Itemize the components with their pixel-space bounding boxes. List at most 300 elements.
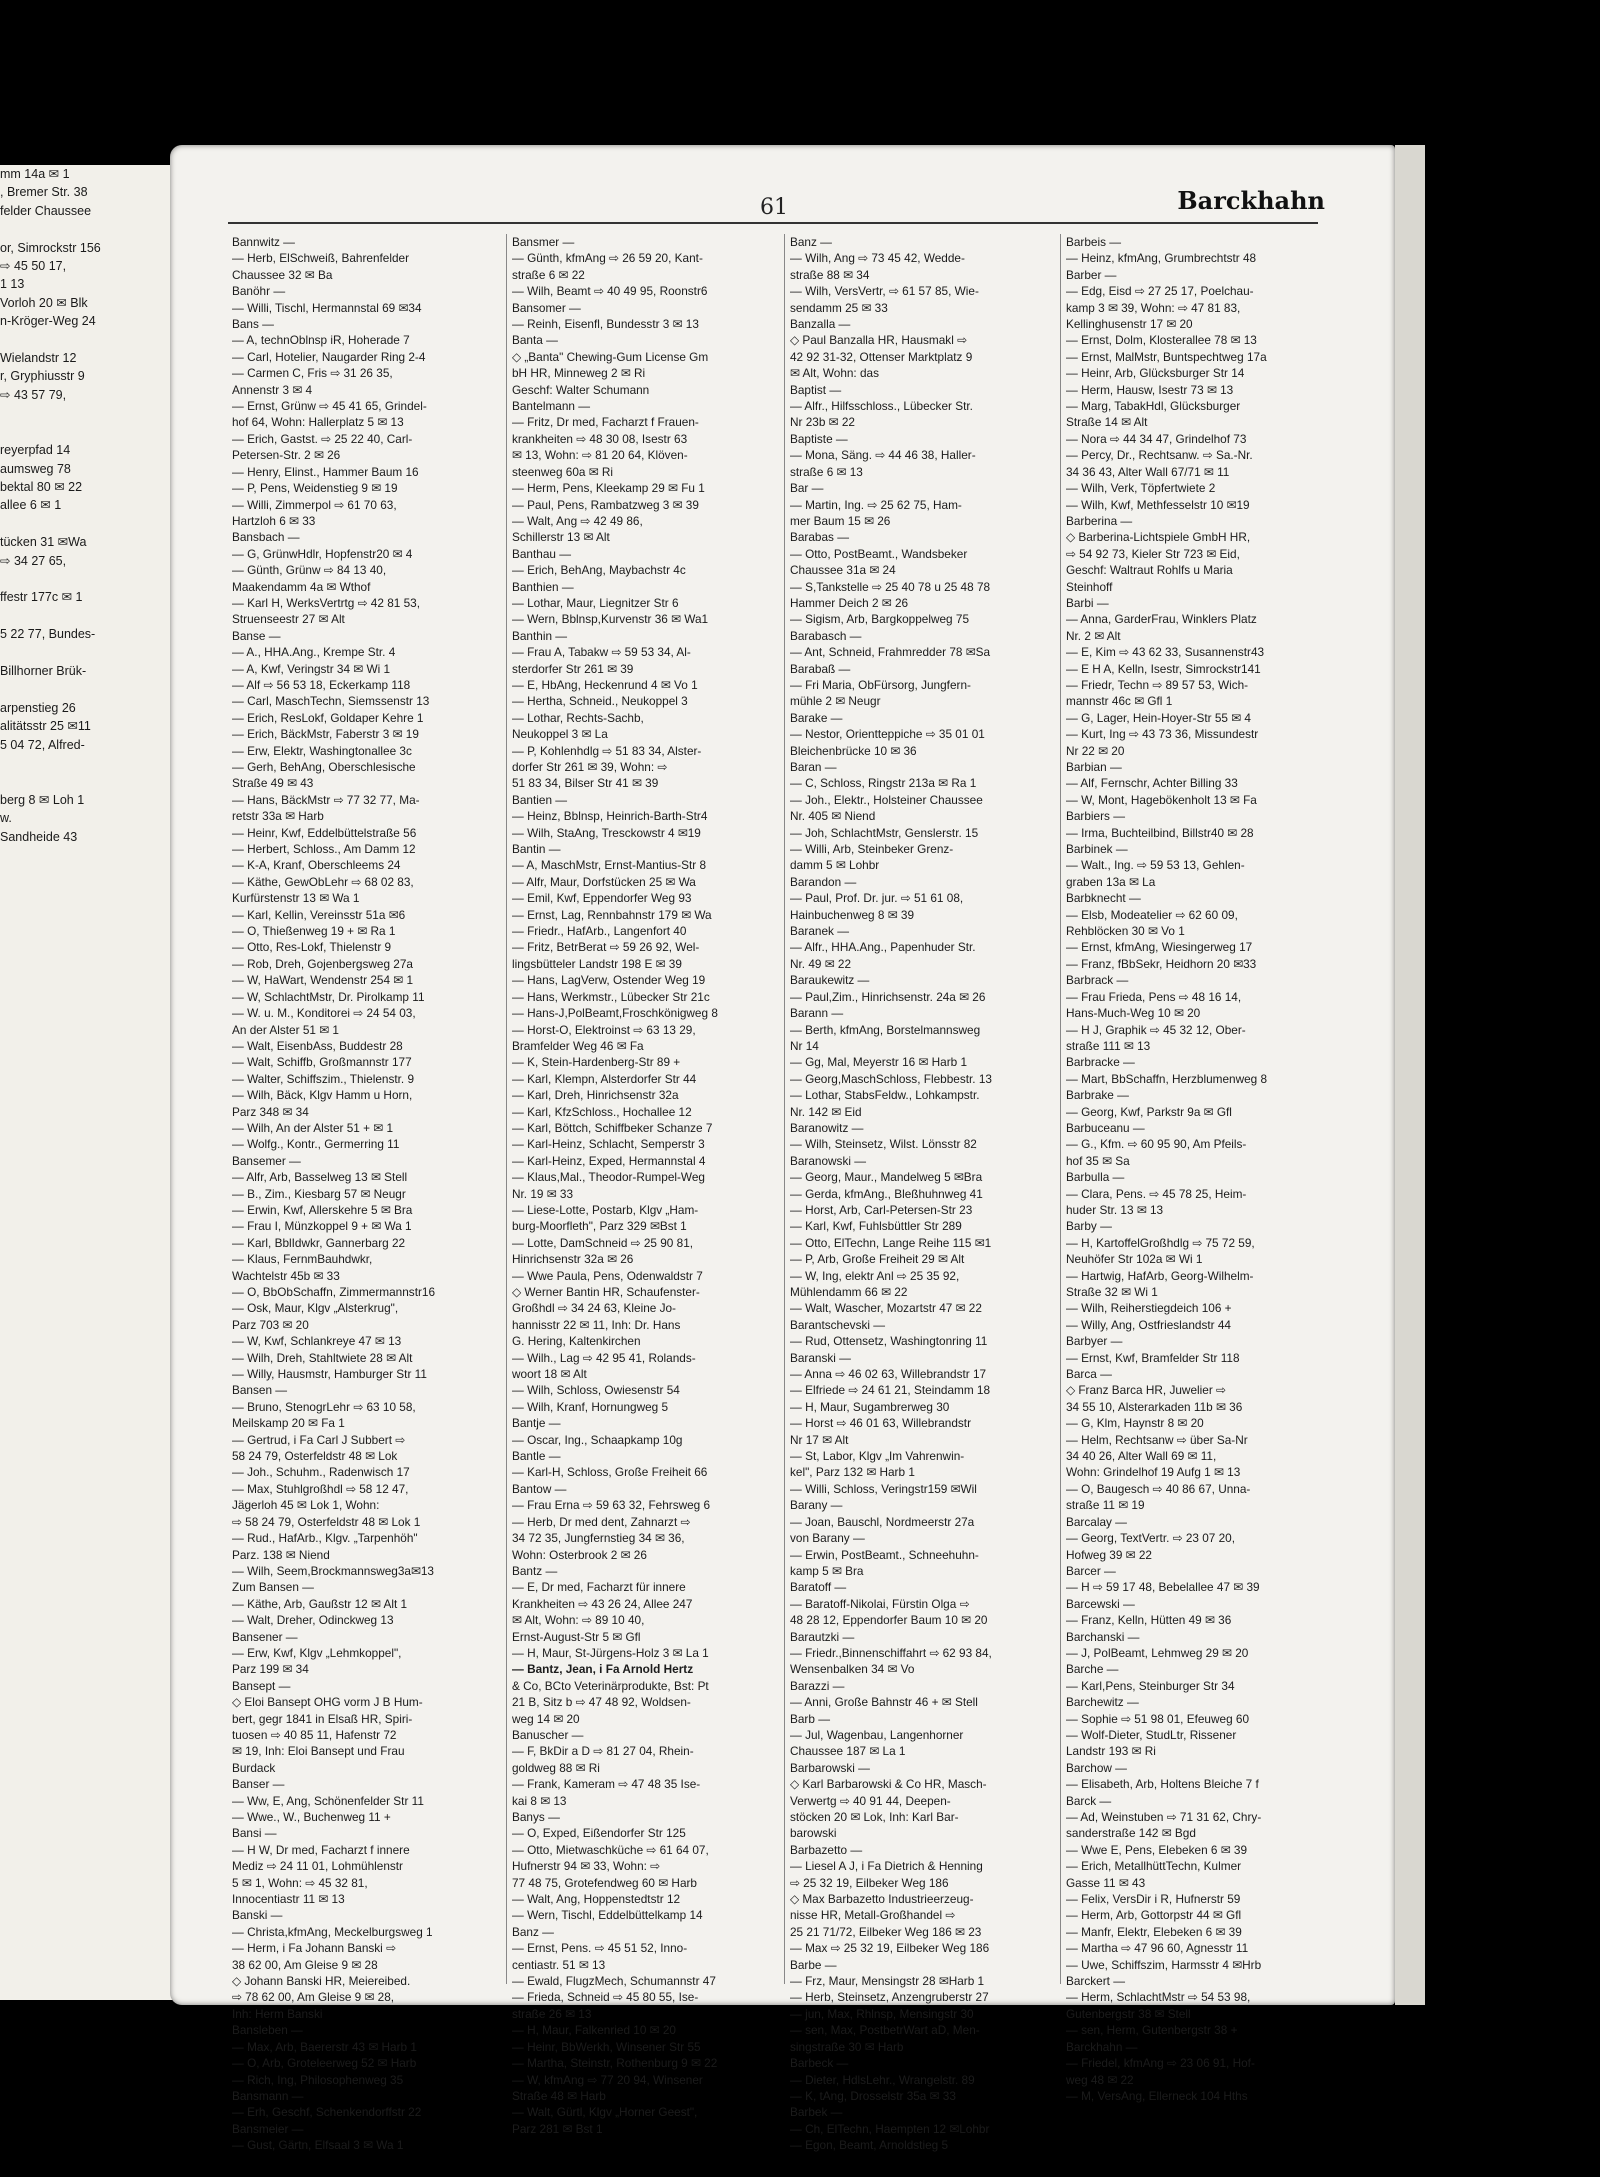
directory-entry: — Willi, Schloss, Veringstr159 ✉Wil bbox=[790, 1481, 977, 1496]
directory-entry: Krankheiten ⇨ 43 26 24, Allee 247 bbox=[512, 1596, 693, 1611]
left-page-text-fragment: ⇨ 34 27 65, bbox=[0, 553, 67, 568]
directory-entry: — Herb, Dr med dent, Zahnarzt ⇨ bbox=[512, 1514, 691, 1529]
directory-entry: 38 62 00, Am Gleise 9 ✉ 28 bbox=[232, 1957, 378, 1972]
left-facing-page-edge bbox=[0, 165, 180, 2000]
directory-entry: 34 40 26, Alter Wall 69 ✉ 11, bbox=[1066, 1449, 1217, 1464]
surname-heading: Banuscher — bbox=[512, 1727, 584, 1742]
directory-entry: Straße 32 ✉ Wi 1 bbox=[1066, 1285, 1158, 1299]
directory-entry: — A., HHA.Ang., Krempe Str. 4 bbox=[232, 645, 396, 660]
directory-entry: — C, Schloss, Ringstr 213a ✉ Ra 1 bbox=[790, 776, 977, 791]
directory-entry: — Ww, E, Ang, Schönenfelder Str 11 bbox=[232, 1793, 424, 1808]
directory-entry: — Rud, Ottensetz, Washingtonring 11 bbox=[790, 1334, 988, 1349]
directory-entry: — Manfr, Elektr, Elebeken 6 ✉ 39 bbox=[1066, 1924, 1242, 1939]
directory-entry: — O, Exped, Eißendorfer Str 125 bbox=[512, 1826, 686, 1841]
directory-entry: hannisstr 22 ✉ 11, Inh: Dr. Hans bbox=[512, 1317, 681, 1332]
directory-entry: — J, PolBeamt, Lehmweg 29 ✉ 20 bbox=[1066, 1645, 1249, 1660]
directory-entry: — Alf, Fernschr, Achter Billing 33 bbox=[1066, 776, 1238, 791]
surname-heading: Barandon — bbox=[790, 874, 857, 889]
directory-entry: — W, Ing, elektr Anl ⇨ 25 35 92, bbox=[790, 1268, 960, 1283]
directory-entry: — W, Kwf, Schlankreye 47 ✉ 13 bbox=[232, 1334, 402, 1349]
directory-entry: — Egon, Beamt, Arnoldstieg 5 bbox=[790, 2138, 949, 2153]
directory-entry: — Georg, Maur., Mandelweg 5 ✉Bra bbox=[790, 1170, 983, 1185]
directory-entry: ◇ Karl Barbarowski & Co HR, Masch- bbox=[790, 1777, 987, 1792]
surname-heading: Barckhahn — bbox=[1066, 2039, 1138, 2054]
column-1 bbox=[232, 234, 500, 2153]
directory-entry: Geschf: Walter Schumann bbox=[512, 382, 650, 397]
directory-entry: straße 11 ✉ 19 bbox=[1066, 1498, 1145, 1513]
directory-entry: Bramfelder Weg 46 ✉ Fa bbox=[512, 1038, 644, 1053]
directory-entry: woort 18 ✉ Alt bbox=[512, 1367, 587, 1382]
directory-entry: — Walt, Schiffb, Großmannstr 177 bbox=[232, 1055, 412, 1070]
directory-entry: — Wilh, An der Alster 51 + ✉ 1 bbox=[232, 1120, 394, 1135]
directory-entry: — Elsb, Modeatelier ⇨ 62 60 09, bbox=[1066, 907, 1238, 922]
directory-entry: weg 14 ✉ 20 bbox=[512, 1711, 580, 1726]
directory-entry: Gasse 11 ✉ 43 bbox=[1066, 1875, 1146, 1890]
surname-heading: Barbarowski — bbox=[790, 1760, 870, 1775]
directory-entry: Hofweg 39 ✉ 22 bbox=[1066, 1547, 1152, 1562]
directory-entry: — A, Kwf, Veringstr 34 ✉ Wi 1 bbox=[232, 661, 391, 676]
directory-entry: 77 48 75, Grotefendweg 60 ✉ Harb bbox=[512, 1875, 697, 1890]
directory-entry: — Klaus,Mal., Theodor-Rumpel-Weg bbox=[512, 1170, 705, 1185]
left-page-text-fragment: r, Gryphiusstr 9 bbox=[0, 369, 85, 384]
directory-entry: ◇ Barberina-Lichtspiele GmbH HR, bbox=[1066, 530, 1251, 545]
directory-entry: Hartzloh 6 ✉ 33 bbox=[232, 513, 316, 528]
directory-entry: Meilskamp 20 ✉ Fa 1 bbox=[232, 1416, 345, 1431]
directory-entry: Chaussee 32 ✉ Ba bbox=[232, 267, 333, 282]
directory-entry: — Wilh, Dreh, Stahltwiete 28 ✉ Alt bbox=[232, 1350, 413, 1365]
surname-heading: Banöhr — bbox=[232, 284, 286, 299]
left-page-text-fragment: Vorloh 20 ✉ Blk bbox=[0, 295, 88, 310]
directory-entry: — sen, Herm, Gutenbergstr 38 + bbox=[1066, 2023, 1238, 2038]
directory-entry: — Franz, Kelln, Hütten 49 ✉ 36 bbox=[1066, 1613, 1232, 1628]
directory-entry: — Ernst, Lag, Rennbahnstr 179 ✉ Wa bbox=[512, 907, 712, 922]
directory-entry: Straße 48 ✉ Harb bbox=[512, 2088, 606, 2103]
directory-entry: — Edg, Eisd ⇨ 27 25 17, Poelchau- bbox=[1066, 284, 1254, 299]
directory-entry: — Ernst, Grünw ⇨ 45 41 65, Grindel- bbox=[232, 399, 427, 414]
directory-entry: krankheiten ⇨ 48 30 08, Isestr 63 bbox=[512, 431, 688, 446]
directory-entry: — Karl, Kellin, Vereinsstr 51a ✉6 bbox=[232, 907, 406, 922]
directory-entry: Annenstr 3 ✉ 4 bbox=[232, 382, 313, 397]
directory-entry: — Walt, Ang, Hoppenstedtstr 12 bbox=[512, 1892, 681, 1907]
surname-heading: Barany — bbox=[790, 1498, 843, 1513]
directory-entry: 58 24 79, Osterfeldstr 48 ✉ Lok bbox=[232, 1449, 398, 1464]
surname-heading: Banse — bbox=[232, 628, 281, 643]
directory-entry: — G., Kfm. ⇨ 60 95 90, Am Pfeils- bbox=[1066, 1137, 1247, 1152]
directory-entry: Nr. 2 ✉ Alt bbox=[1066, 628, 1121, 643]
directory-entry: — Gertrud, i Fa Carl J Subbert ⇨ bbox=[232, 1432, 406, 1447]
left-page-text-fragment: n-Kröger-Weg 24 bbox=[0, 314, 96, 329]
directory-entry: Großhdl ⇨ 34 24 63, Kleine Jo- bbox=[512, 1301, 676, 1316]
surname-heading: Barcer — bbox=[1066, 1563, 1116, 1578]
left-page-text-fragment bbox=[0, 404, 180, 422]
left-page-text-fragment bbox=[0, 220, 180, 238]
directory-entry: — Wilh., Lag ⇨ 42 95 41, Rolands- bbox=[512, 1350, 696, 1365]
surname-heading: Bantelmann — bbox=[512, 399, 591, 414]
directory-entry: — Frau I, Münzkoppel 9 + ✉ Wa 1 bbox=[232, 1219, 412, 1234]
directory-entry: — H J, Graphik ⇨ 45 32 12, Ober- bbox=[1066, 1022, 1246, 1037]
directory-entry: Wohn: Osterbrook 2 ✉ 26 bbox=[512, 1547, 647, 1562]
directory-entry: — Ch, ElTechn, Haempten 12 ✉Lohbr bbox=[790, 2121, 990, 2136]
left-page-text-fragment: alitätsstr 25 ✉11 bbox=[0, 719, 91, 734]
directory-entry: — Christa,kfmAng, Meckelburgsweg 1 bbox=[232, 1924, 433, 1939]
directory-entry: ◇ Johann Banski HR, Meiereibed. bbox=[232, 1974, 411, 1989]
directory-entry: Parz 348 ✉ 34 bbox=[232, 1104, 309, 1119]
directory-entry: — Erich, BäckMstr, Faberstr 3 ✉ 19 bbox=[232, 727, 419, 742]
directory-entry: ◇ Werner Bantin HR, Schaufenster- bbox=[512, 1285, 700, 1299]
directory-entry: — Jul, Wagenbau, Langenhorner bbox=[790, 1727, 964, 1742]
directory-entry: — Mart, BbSchaffn, Herzblumenweg 8 bbox=[1066, 1071, 1268, 1086]
directory-entry: — Frau Frieda, Pens ⇨ 48 16 14, bbox=[1066, 989, 1242, 1004]
directory-entry: — E H A, Kelln, Isestr, Simrockstr141 bbox=[1066, 661, 1261, 676]
directory-entry: — Friedr.,Binnenschiffahrt ⇨ 62 93 84, bbox=[790, 1645, 992, 1660]
surname-heading: Bantle — bbox=[512, 1449, 561, 1464]
surname-heading: Baratoff — bbox=[790, 1580, 847, 1595]
directory-entry: — Erh, Geschf, Schenkendorffstr 22 bbox=[232, 2105, 422, 2120]
directory-entry: — Helm, Rechtsanw ⇨ über Sa-Nr bbox=[1066, 1432, 1248, 1447]
left-page-text-fragment: felder Chaussee bbox=[0, 203, 92, 218]
directory-entry: — O, Arb, Groteleerweg 52 ✉ Harb bbox=[232, 2056, 417, 2071]
directory-entry: kamp 3 ✉ 39, Wohn: ⇨ 47 81 83, bbox=[1066, 300, 1241, 315]
directory-entry: — Frau A, Tabakw ⇨ 59 53 34, Al- bbox=[512, 645, 691, 660]
directory-entry: sterdorfer Str 261 ✉ 39 bbox=[512, 661, 634, 676]
surname-heading: Barbrake — bbox=[1066, 1088, 1129, 1103]
directory-entry: ✉ Alt, Wohn: ⇨ 89 10 40, bbox=[512, 1613, 645, 1628]
directory-entry: — Willy, Ang, Ostfrieslandstr 44 bbox=[1066, 1317, 1231, 1332]
directory-entry: — Joh., Schuhm., Radenwisch 17 bbox=[232, 1465, 410, 1480]
surname-heading: Barazzi — bbox=[790, 1678, 845, 1693]
directory-entry: dorfer Str 261 ✉ 39, Wohn: ⇨ bbox=[512, 760, 668, 774]
directory-entry: — Wern, Tischl, Eddelbüttelkamp 14 bbox=[512, 1908, 703, 1923]
directory-entry: — Gg, Mal, Meyerstr 16 ✉ Harb 1 bbox=[790, 1055, 968, 1070]
directory-entry: — Otto, PostBeamt., Wandsbeker bbox=[790, 546, 968, 561]
directory-entry: ◇ Max Barbazetto Industrieerzeug- bbox=[790, 1892, 974, 1907]
directory-entry: — Uwe, Schiffszim, Harmsstr 4 ✉Hrb bbox=[1066, 1957, 1262, 1972]
surname-heading: Barbuceanu — bbox=[1066, 1120, 1145, 1135]
directory-entry: ◇ Eloi Bansept OHG vorm J B Hum- bbox=[232, 1695, 423, 1710]
directory-entry: 34 36 43, Alter Wall 67/71 ✉ 11 bbox=[1066, 464, 1230, 479]
directory-entry: — Klaus, FernmBauhdwkr, bbox=[232, 1252, 373, 1267]
directory-entry: Parz 703 ✉ 20 bbox=[232, 1317, 309, 1332]
directory-entry: Wachtelstr 45b ✉ 33 bbox=[232, 1268, 340, 1283]
directory-entry: bH HR, Minneweg 2 ✉ Ri bbox=[512, 366, 646, 381]
directory-entry: — G, Klm, Haynstr 8 ✉ 20 bbox=[1066, 1416, 1204, 1431]
surname-heading: Barck — bbox=[1066, 1793, 1112, 1808]
surname-heading: Baptiste — bbox=[790, 431, 848, 446]
directory-entry: — Joan, Bauschl, Nordmeerstr 27a bbox=[790, 1514, 975, 1529]
directory-entry: — Irma, Buchteilbind, Billstr40 ✉ 28 bbox=[1066, 825, 1254, 840]
directory-entry: — Herbert, Schloss., Am Damm 12 bbox=[232, 842, 416, 857]
surname-heading: Barbracke — bbox=[1066, 1055, 1135, 1070]
directory-entry: — Carl, MaschTechn, Siemssenstr 13 bbox=[232, 694, 430, 709]
directory-entry: — Paul, Prof. Dr. jur. ⇨ 51 61 08, bbox=[790, 891, 964, 906]
directory-entry: — O, Baugesch ⇨ 40 86 67, Unna- bbox=[1066, 1481, 1251, 1496]
directory-entry: — Heinr, Arb, Glücksburger Str 14 bbox=[1066, 366, 1245, 381]
surname-heading: Bantien — bbox=[512, 792, 568, 807]
directory-entry: — Herm, Pens, Kleekamp 29 ✉ Fu 1 bbox=[512, 481, 705, 496]
directory-entry: — Ernst, Pens. ⇨ 45 51 52, Inno- bbox=[512, 1941, 688, 1956]
directory-entry: centiastr. 51 ✉ 13 bbox=[512, 1957, 606, 1972]
directory-entry: ✉ 19, Inh: Eloi Bansept und Frau bbox=[232, 1744, 405, 1759]
directory-entry: — E, HbAng, Heckenrund 4 ✉ Vo 1 bbox=[512, 677, 698, 692]
surname-heading: Baran — bbox=[790, 760, 837, 774]
directory-entry: Chaussee 187 ✉ La 1 bbox=[790, 1744, 906, 1759]
directory-entry: Maakendamm 4a ✉ Wthof bbox=[232, 579, 371, 594]
directory-entry: — Baratoff-Nikolai, Fürstin Olga ⇨ bbox=[790, 1596, 970, 1611]
directory-entry: Nr. 405 ✉ Niend bbox=[790, 809, 876, 824]
directory-entry: — Karl, BblIdwkr, Gannerbarg 22 bbox=[232, 1235, 406, 1250]
directory-entry: kel", Parz 132 ✉ Harb 1 bbox=[790, 1465, 915, 1480]
directory-entry: — Karl, KfzSchloss., Hochallee 12 bbox=[512, 1104, 692, 1119]
directory-entry: ⇨ 58 24 79, Osterfeldstr 48 ✉ Lok 1 bbox=[232, 1514, 421, 1529]
directory-entry: — Henry, Elinst., Hammer Baum 16 bbox=[232, 464, 419, 479]
directory-entry: — Lotte, DamSchneid ⇨ 25 90 81, bbox=[512, 1235, 694, 1250]
directory-entry: weg 48 ✉ 22 bbox=[1066, 2072, 1134, 2087]
directory-entry: — A, technOblnsp iR, Hoherade 7 bbox=[232, 333, 410, 348]
surname-heading: Barca — bbox=[1066, 1367, 1112, 1382]
surname-heading: Baptist — bbox=[790, 382, 842, 397]
directory-entry: — Walt, Dreher, Odinckweg 13 bbox=[232, 1613, 394, 1628]
directory-entry: — Wolfg., Kontr., Germerring 11 bbox=[232, 1137, 400, 1152]
surname-heading: Banz — bbox=[790, 235, 832, 249]
left-page-text-fragment bbox=[0, 570, 180, 588]
surname-heading: Bansmann — bbox=[232, 2088, 304, 2103]
directory-entry: ◇ „Banta" Chewing-Gum License Gm bbox=[512, 349, 709, 364]
directory-entry: Hainbuchenweg 8 ✉ 39 bbox=[790, 907, 915, 922]
surname-heading: Baranski — bbox=[790, 1350, 851, 1365]
surname-heading: Barbek — bbox=[790, 2105, 843, 2120]
surname-heading: Bans — bbox=[232, 317, 274, 332]
directory-entry: — H, KartoffelGroßhdlg ⇨ 75 72 59, bbox=[1066, 1235, 1255, 1250]
left-page-text-fragment: aumsweg 78 bbox=[0, 461, 71, 476]
directory-entry: Landstr 193 ✉ Ri bbox=[1066, 1744, 1156, 1759]
directory-entry: — Clara, Pens. ⇨ 45 78 25, Heim- bbox=[1066, 1186, 1247, 1201]
surname-heading: Banys — bbox=[512, 1810, 560, 1824]
surname-heading: Bansbach — bbox=[232, 530, 300, 545]
directory-entry: Straße 14 ✉ Alt bbox=[1066, 415, 1148, 430]
surname-heading: Barber — bbox=[1066, 267, 1117, 282]
directory-entry: — Georg, Kwf, Parkstr 9a ✉ Gfl bbox=[1066, 1104, 1232, 1119]
surname-heading: Barake — bbox=[790, 710, 843, 725]
directory-entry: — Wilh, Schloss, Owiesenstr 54 bbox=[512, 1383, 680, 1398]
directory-entry: — Kurt, Ing ⇨ 43 73 36, Missundestr bbox=[1066, 727, 1259, 742]
directory-entry: Nr 23b ✉ 22 bbox=[790, 415, 855, 430]
directory-entry: — W, SchlachtMstr, Dr. Pirolkamp 11 bbox=[232, 989, 425, 1004]
directory-entry: — E, Kim ⇨ 43 62 33, Susannenstr43 bbox=[1066, 645, 1265, 660]
left-page-text-fragment bbox=[0, 515, 180, 533]
header-rule bbox=[228, 222, 1318, 224]
directory-entry: — Käthe, Arb, Gaußstr 12 ✉ Alt 1 bbox=[232, 1596, 408, 1611]
directory-entry: — Karl, Dreh, Hinrichsenstr 32a bbox=[512, 1088, 679, 1103]
directory-entry: Geschf: Waltraut Rohlfs u Maria bbox=[1066, 563, 1233, 578]
directory-entry: ⇨ 54 92 73, Kieler Str 723 ✉ Eid, bbox=[1066, 546, 1240, 561]
left-page-text-fragment: allee 6 ✉ 1 bbox=[0, 498, 62, 513]
directory-entry: — Lothar, StabsFeldw., Lohkampstr. bbox=[790, 1088, 980, 1103]
directory-entry: — H, Maur, Sugambrerweg 30 bbox=[790, 1399, 950, 1414]
directory-entry: Hans-Much-Weg 10 ✉ 20 bbox=[1066, 1006, 1201, 1021]
directory-entry: Kurfürstenstr 13 ✉ Wa 1 bbox=[232, 891, 360, 906]
surname-heading: Barbiers — bbox=[1066, 809, 1126, 824]
directory-entry: — Wwe., W., Buchenweg 11 + bbox=[232, 1810, 391, 1824]
directory-entry: — Walt, EisenbAss, Buddestr 28 bbox=[232, 1038, 403, 1053]
directory-entry: — Joh., Elektr., Holsteiner Chaussee bbox=[790, 792, 983, 807]
left-page-text-fragment: 1 13 bbox=[0, 277, 25, 292]
directory-entry: Nr. 49 ✉ 22 bbox=[790, 956, 852, 971]
directory-entry: — Herm, Hausw, Isestr 73 ✉ 13 bbox=[1066, 382, 1234, 397]
surname-heading: Barcalay — bbox=[1066, 1514, 1127, 1529]
directory-entry: — Alfr., HHA.Ang., Papenhuder Str. bbox=[790, 940, 976, 955]
directory-entry: sanderstraße 142 ✉ Bgd bbox=[1066, 1826, 1196, 1841]
directory-entry: — Martha ⇨ 47 96 60, Agnesstr 11 bbox=[1066, 1941, 1249, 1956]
directory-entry: straße 88 ✉ 34 bbox=[790, 267, 870, 282]
directory-entry: Steinhoff bbox=[1066, 579, 1113, 594]
directory-entry: — Bruno, StenogrLehr ⇨ 63 10 58, bbox=[232, 1399, 416, 1414]
directory-entry: — Erw, Kwf, Klgv „Lehmkoppel", bbox=[232, 1645, 402, 1660]
surname-heading: Bansen — bbox=[232, 1383, 288, 1398]
directory-entry: — H, Maur, Falkenried 10 ✉ 20 bbox=[512, 2023, 676, 2038]
surname-heading: Barbrack — bbox=[1066, 973, 1129, 988]
directory-entry: — Walt, Wascher, Mozartstr 47 ✉ 22 bbox=[790, 1301, 982, 1316]
directory-entry: Nr 14 bbox=[790, 1038, 819, 1053]
directory-entry: — Fritz, BetrBerat ⇨ 59 26 92, Wel- bbox=[512, 940, 700, 955]
surname-heading: Banta — bbox=[512, 333, 558, 348]
directory-entry: — Franz, fBbSekr, Heidhorn 20 ✉33 bbox=[1066, 956, 1257, 971]
directory-entry: Ernst-August-Str 5 ✉ Gfl bbox=[512, 1629, 641, 1644]
directory-entry: — H ⇨ 59 17 48, Bebelallee 47 ✉ 39 bbox=[1066, 1580, 1260, 1595]
directory-entry: ✉ 13, Wohn: ⇨ 81 20 64, Klöven- bbox=[512, 448, 688, 463]
directory-entry: — Alf ⇨ 56 53 18, Eckerkamp 118 bbox=[232, 677, 411, 692]
directory-entry: — Rich, Ing, Philosophenweg 35 bbox=[232, 2072, 404, 2087]
directory-entry: — Wilh, Steinsetz, Wilst. Lönsstr 82 bbox=[790, 1137, 977, 1152]
directory-entry: — Friedel, kfmAng ⇨ 23 06 91, Hof- bbox=[1066, 2056, 1255, 2071]
directory-entry: — Walt, Ang ⇨ 42 49 86, bbox=[512, 513, 643, 528]
directory-entry: — Walt, Gürtl, Klgv „Horner Geest", bbox=[512, 2105, 698, 2120]
directory-entry: — Carmen C, Fris ⇨ 31 26 35, bbox=[232, 366, 393, 381]
directory-entry: straße 6 ✉ 22 bbox=[512, 267, 585, 282]
directory-entry: — Berth, kfmAng, Borstelmannsweg bbox=[790, 1022, 981, 1037]
directory-entry: Nr 17 ✉ Alt bbox=[790, 1432, 849, 1447]
directory-entry: — Martin, Ing. ⇨ 25 62 75, Ham- bbox=[790, 497, 962, 512]
directory-entry: — H, Maur, St-Jürgens-Holz 3 ✉ La 1 bbox=[512, 1645, 709, 1660]
directory-entry: — O, BbObSchaffn, Zimmermannstr16 bbox=[232, 1285, 436, 1299]
directory-entry: — Herm, SchlachtMstr ⇨ 54 53 98, bbox=[1066, 1990, 1251, 2005]
column-divider bbox=[784, 234, 785, 1984]
directory-entry: Straße 49 ✉ 43 bbox=[232, 776, 314, 791]
surname-heading: Barautzki — bbox=[790, 1629, 855, 1644]
directory-entry: Hammer Deich 2 ✉ 26 bbox=[790, 595, 909, 610]
directory-entry: — Percy, Dr., Rechtsanw. ⇨ Sa.-Nr. bbox=[1066, 448, 1253, 463]
directory-entry: — sen, Max, PostbetrWart aD, Men- bbox=[790, 2023, 980, 2038]
surname-heading: Barabasch — bbox=[790, 628, 862, 643]
directory-entry: — W, kfmAng ⇨ 77 20 94, Winsener bbox=[512, 2072, 703, 2087]
directory-entry: Petersen-Str. 2 ✉ 26 bbox=[232, 448, 341, 463]
directory-entry: — Horst, Arb, Carl-Petersen-Str 23 bbox=[790, 1202, 973, 1217]
directory-entry: — E, Dr med, Facharzt für innere bbox=[512, 1580, 686, 1595]
surname-heading: Barantschevski — bbox=[790, 1317, 886, 1332]
directory-entry: — Herb, ElSchweiß, Bahrenfelder bbox=[232, 251, 410, 266]
directory-entry: — Carl, Hotelier, Naugarder Ring 2-4 bbox=[232, 349, 426, 364]
surname-heading: Bansemer — bbox=[232, 1153, 301, 1168]
directory-entry: — P, Arb, Große Freiheit 29 ✉ Alt bbox=[790, 1252, 965, 1267]
directory-entry: — Hans, BäckMstr ⇨ 77 32 77, Ma- bbox=[232, 792, 420, 807]
directory-entry: — Fri Maria, ObFürsorg, Jungfern- bbox=[790, 677, 971, 692]
directory-entry: — Walter, Schiffszim., Thielenstr. 9 bbox=[232, 1071, 415, 1086]
left-page-text-fragment: Sandheide 43 bbox=[0, 829, 78, 844]
directory-entry: Inh: Herm Banski bbox=[232, 2006, 323, 2021]
surname-heading: Barbe — bbox=[790, 1957, 837, 1972]
directory-entry: Hinrichsenstr 32a ✉ 26 bbox=[512, 1252, 634, 1267]
left-page-text-fragment bbox=[0, 331, 180, 349]
directory-entry: — Willi, Arb, Steinbeker Grenz- bbox=[790, 842, 954, 857]
running-head: Barckhahn bbox=[1177, 186, 1325, 215]
directory-entry: — K-A, Kranf, Oberschleems 24 bbox=[232, 858, 401, 873]
directory-entry: — K, tAng, Drosselstr 35a ✉ 33 bbox=[790, 2088, 956, 2103]
column-2 bbox=[512, 234, 780, 2136]
directory-entry: — Ernst, kfmAng, Wiesingerweg 17 bbox=[1066, 940, 1253, 955]
surname-heading: Bantz — bbox=[512, 1563, 558, 1578]
directory-entry: — Ad, Weinstuben ⇨ 71 31 62, Chry- bbox=[1066, 1810, 1262, 1824]
surname-heading: Barcewski — bbox=[1066, 1596, 1135, 1611]
surname-heading: Barann — bbox=[790, 1006, 844, 1021]
surname-heading: Baraukewitz — bbox=[790, 973, 870, 988]
surname-heading: Barchewitz — bbox=[1066, 1695, 1139, 1710]
left-page-text-fragment: 5 22 77, Bundes- bbox=[0, 627, 96, 642]
directory-entry: burg-Moorfleth", Parz 329 ✉Bst 1 bbox=[512, 1219, 687, 1234]
directory-entry: — Karl,Pens, Steinburger Str 34 bbox=[1066, 1678, 1235, 1693]
page-number: 61 bbox=[760, 195, 788, 220]
surname-heading: Barche — bbox=[1066, 1662, 1119, 1677]
directory-entry: retstr 33a ✉ Harb bbox=[232, 809, 324, 824]
surname-heading: Zum Bansen — bbox=[232, 1580, 314, 1595]
directory-entry: — Erich, ResLokf, Goldaper Kehre 1 bbox=[232, 710, 424, 725]
directory-entry: — Wilh, Kwf, Methfesselstr 10 ✉19 bbox=[1066, 497, 1250, 512]
directory-entry: sendamm 25 ✉ 33 bbox=[790, 300, 888, 315]
directory-entry: — Reinh, Eisenfl, Bundesstr 3 ✉ 13 bbox=[512, 317, 699, 332]
directory-entry: straße 6 ✉ 13 bbox=[790, 464, 863, 479]
directory-entry: — Bantz, Jean, i Fa Arnold Hertz bbox=[512, 1662, 694, 1677]
surname-heading: Banthau — bbox=[512, 546, 572, 561]
directory-entry: damm 5 ✉ Lohbr bbox=[790, 858, 880, 873]
directory-entry: lingsbütteler Landstr 198 E ✉ 39 bbox=[512, 956, 682, 971]
directory-entry: — Ewald, FlugzMech, Schumannstr 47 bbox=[512, 1974, 716, 1989]
directory-entry: 25 21 71/72, Eilbeker Weg 186 ✉ 23 bbox=[790, 1924, 982, 1939]
directory-entry: — jun, Max, Rhlnsp, Mensingstr 30 bbox=[790, 2006, 974, 2021]
directory-entry: Parz 281 ✉ Bst 1 bbox=[512, 2121, 603, 2136]
surname-heading: Barb — bbox=[790, 1711, 830, 1726]
directory-entry: Neukoppel 3 ✉ La bbox=[512, 727, 608, 742]
directory-entry: hof 35 ✉ Sa bbox=[1066, 1153, 1130, 1168]
directory-entry: ⇨ 25 32 19, Eilbeker Weg 186 bbox=[790, 1875, 949, 1890]
directory-entry: — Heinr, Kwf, Eddelbüttelstraße 56 bbox=[232, 825, 417, 840]
directory-entry: — Osk, Maur, Klgv „Alsterkrug", bbox=[232, 1301, 399, 1316]
directory-entry: Struenseestr 27 ✉ Alt bbox=[232, 612, 345, 627]
directory-entry: steenweg 60a ✉ Ri bbox=[512, 464, 614, 479]
directory-entry: — Erich, BehAng, Maybachstr 4c bbox=[512, 563, 686, 578]
directory-entry: ⇨ 78 62 00, Am Gleise 9 ✉ 28, bbox=[232, 1990, 395, 2005]
directory-entry: stöcken 20 ✉ Lok, Inh: Karl Bar- bbox=[790, 1810, 959, 1824]
directory-entry: — Max, Stuhlgroßhdl ⇨ 58 12 47, bbox=[232, 1481, 409, 1496]
directory-entry: — Martha, Steinstr, Rothenburg 9 ✉ 22 bbox=[512, 2056, 718, 2071]
directory-entry: Mediz ⇨ 24 11 01, Lohmühlenstr bbox=[232, 1859, 403, 1874]
directory-entry: — Nora ⇨ 44 34 47, Grindelhof 73 bbox=[1066, 431, 1247, 446]
directory-entry: — St, Labor, Klgv „Im Vahrenwin- bbox=[790, 1449, 965, 1464]
directory-entry: — Max ⇨ 25 32 19, Eilbeker Weg 186 bbox=[790, 1941, 990, 1956]
surname-heading: Bansleben — bbox=[232, 2023, 303, 2038]
directory-entry: kamp 5 ✉ Bra bbox=[790, 1563, 864, 1578]
left-page-text-fragment bbox=[0, 423, 180, 441]
surname-heading: Barabaß — bbox=[790, 661, 851, 676]
directory-entry: — K, Stein-Hardenberg-Str 89 + bbox=[512, 1055, 681, 1070]
left-page-text-fragment: berg 8 ✉ Loh 1 bbox=[0, 792, 85, 807]
